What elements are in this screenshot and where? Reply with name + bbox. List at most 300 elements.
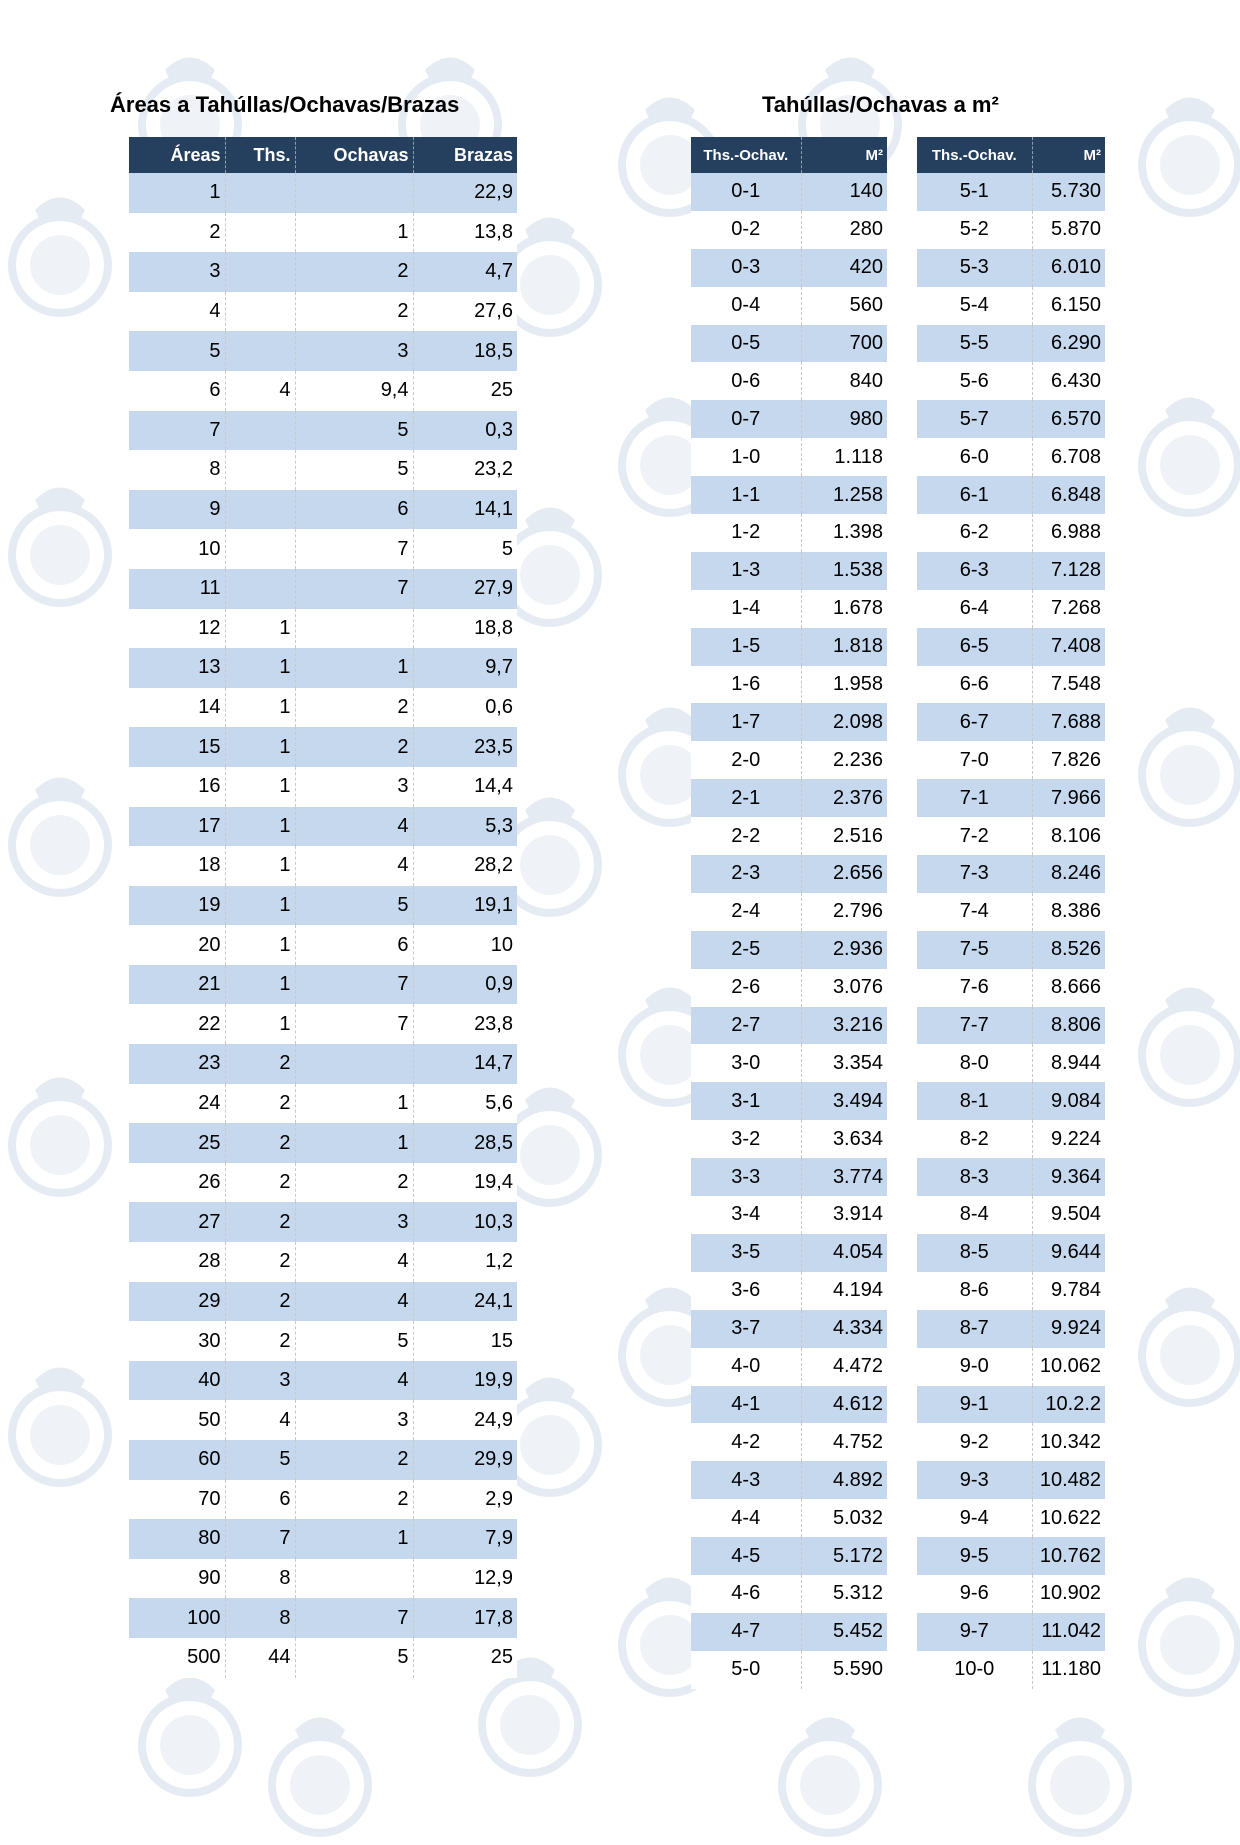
m2-a-cell: 2-1 bbox=[691, 779, 801, 817]
tahullas-m2-table-b bbox=[917, 137, 1105, 1689]
m2-a-cell: 1-4 bbox=[691, 590, 801, 628]
areas-cell: 8 bbox=[129, 450, 225, 490]
m2-a-cell: 1-6 bbox=[691, 666, 801, 704]
areas-cell: 30 bbox=[129, 1321, 225, 1361]
m2-b-cell: 9-0 bbox=[917, 1348, 1032, 1386]
areas-cell: 1 bbox=[225, 688, 295, 728]
areas-cell: 15 bbox=[129, 727, 225, 767]
table-row bbox=[917, 1575, 1105, 1613]
m2-b-cell: 9.224 bbox=[1032, 1120, 1105, 1158]
areas-cell: 1 bbox=[225, 609, 295, 649]
areas-cell: 1 bbox=[129, 173, 225, 213]
column-header-brazas: Brazas bbox=[413, 137, 517, 173]
m2-a-cell: 0-4 bbox=[691, 287, 801, 325]
areas-cell: 1 bbox=[225, 965, 295, 1005]
table-row bbox=[917, 931, 1105, 969]
areas-cell: 1 bbox=[295, 1519, 413, 1559]
m2-b-cell: 10.342 bbox=[1032, 1423, 1105, 1461]
areas-cell: 5 bbox=[413, 529, 517, 569]
m2-b-cell: 5.730 bbox=[1032, 173, 1105, 211]
table-row bbox=[129, 1638, 517, 1678]
m2-a-cell: 2.516 bbox=[801, 817, 887, 855]
m2-a-cell: 1.818 bbox=[801, 628, 887, 666]
areas-cell: 10,3 bbox=[413, 1202, 517, 1242]
table-row bbox=[917, 1613, 1105, 1651]
table-row bbox=[917, 1348, 1105, 1386]
crowned-seal-icon bbox=[1130, 690, 1240, 830]
m2-b-cell: 7.966 bbox=[1032, 779, 1105, 817]
areas-cell: 7 bbox=[295, 529, 413, 569]
m2-b-cell: 6-0 bbox=[917, 438, 1032, 476]
areas-cell bbox=[225, 450, 295, 490]
areas-cell: 6 bbox=[225, 1480, 295, 1520]
table-row bbox=[129, 1598, 517, 1638]
areas-cell: 2 bbox=[225, 1202, 295, 1242]
areas-cell: 80 bbox=[129, 1519, 225, 1559]
m2-a-cell: 3.914 bbox=[801, 1196, 887, 1234]
m2-b-cell: 11.042 bbox=[1032, 1613, 1105, 1651]
m2-b-cell: 7.548 bbox=[1032, 666, 1105, 704]
table-row bbox=[129, 292, 517, 332]
m2-a-cell: 4.892 bbox=[801, 1461, 887, 1499]
areas-cell: 1 bbox=[295, 1084, 413, 1124]
m2-a-cell: 4.334 bbox=[801, 1310, 887, 1348]
m2-b-cell: 8-0 bbox=[917, 1044, 1032, 1082]
areas-cell: 18,8 bbox=[413, 609, 517, 649]
m2-a-cell: 2-5 bbox=[691, 931, 801, 969]
m2-b-cell: 6.570 bbox=[1032, 400, 1105, 438]
m2-a-cell: 1-7 bbox=[691, 703, 801, 741]
table-row bbox=[917, 817, 1105, 855]
table-row bbox=[917, 1234, 1105, 1272]
table-row bbox=[129, 1559, 517, 1599]
table-row bbox=[917, 287, 1105, 325]
m2-a-cell: 2.236 bbox=[801, 741, 887, 779]
table-row bbox=[129, 1361, 517, 1401]
m2-a-cell: 3.354 bbox=[801, 1044, 887, 1082]
crowned-seal-icon bbox=[1130, 80, 1240, 220]
table-row bbox=[691, 1613, 887, 1651]
table-row bbox=[691, 514, 887, 552]
areas-cell: 2 bbox=[295, 688, 413, 728]
table-row bbox=[691, 287, 887, 325]
m2-b-cell: 6.430 bbox=[1032, 362, 1105, 400]
areas-cell: 14,7 bbox=[413, 1044, 517, 1084]
areas-cell: 17,8 bbox=[413, 1598, 517, 1638]
table-row bbox=[917, 514, 1105, 552]
m2-b-cell: 6.150 bbox=[1032, 287, 1105, 325]
areas-cell: 1 bbox=[295, 1123, 413, 1163]
m2-b-cell: 10-0 bbox=[917, 1651, 1032, 1689]
m2-a-cell: 3-2 bbox=[691, 1120, 801, 1158]
areas-cell: 26 bbox=[129, 1163, 225, 1203]
areas-cell: 10 bbox=[129, 529, 225, 569]
areas-cell: 14,4 bbox=[413, 767, 517, 807]
areas-cell bbox=[295, 609, 413, 649]
areas-cell: 1 bbox=[225, 846, 295, 886]
m2-b-cell: 6.290 bbox=[1032, 325, 1105, 363]
areas-cell: 5 bbox=[295, 1321, 413, 1361]
areas-cell: 7 bbox=[129, 411, 225, 451]
table-row bbox=[691, 362, 887, 400]
table-row bbox=[691, 1007, 887, 1045]
table-row bbox=[917, 1082, 1105, 1120]
areas-cell bbox=[225, 292, 295, 332]
areas-cell: 70 bbox=[129, 1480, 225, 1520]
areas-cell: 1 bbox=[225, 1004, 295, 1044]
column-header-ochavas: Ochavas bbox=[295, 137, 413, 173]
m2-b-cell: 7-4 bbox=[917, 893, 1032, 931]
table-row bbox=[691, 1537, 887, 1575]
m2-a-cell: 0-5 bbox=[691, 325, 801, 363]
areas-cell: 2 bbox=[295, 727, 413, 767]
areas-cell: 28,2 bbox=[413, 846, 517, 886]
m2-b-cell: 5-4 bbox=[917, 287, 1032, 325]
areas-cell: 7 bbox=[295, 1004, 413, 1044]
areas-cell: 2 bbox=[295, 1480, 413, 1520]
m2-a-cell: 3-6 bbox=[691, 1272, 801, 1310]
m2-b-cell: 6-1 bbox=[917, 476, 1032, 514]
table-row bbox=[129, 331, 517, 371]
table-row bbox=[129, 886, 517, 926]
table-row bbox=[129, 925, 517, 965]
m2-a-cell: 4.472 bbox=[801, 1348, 887, 1386]
m2-a-cell: 5.590 bbox=[801, 1651, 887, 1689]
table-row bbox=[917, 1386, 1105, 1424]
areas-cell: 0,9 bbox=[413, 965, 517, 1005]
table-row bbox=[917, 438, 1105, 476]
areas-cell: 1 bbox=[225, 767, 295, 807]
table-row bbox=[691, 1348, 887, 1386]
table-row bbox=[691, 969, 887, 1007]
m2-b-cell: 8-1 bbox=[917, 1082, 1032, 1120]
m2-b-cell: 8-3 bbox=[917, 1158, 1032, 1196]
table-row bbox=[129, 1044, 517, 1084]
areas-cell: 2 bbox=[295, 1163, 413, 1203]
m2-a-cell: 3.494 bbox=[801, 1082, 887, 1120]
m2-b-cell: 6-4 bbox=[917, 590, 1032, 628]
table-row bbox=[917, 1537, 1105, 1575]
m2-b-cell: 7-7 bbox=[917, 1007, 1032, 1045]
m2-b-cell: 8.666 bbox=[1032, 969, 1105, 1007]
table-row bbox=[129, 1400, 517, 1440]
table-row bbox=[129, 807, 517, 847]
table-row bbox=[691, 628, 887, 666]
areas-cell: 23,5 bbox=[413, 727, 517, 767]
column-header-ths-ochav: Ths.-Ochav. bbox=[691, 137, 801, 173]
m2-b-cell: 10.2.2 bbox=[1032, 1386, 1105, 1424]
areas-cell: 500 bbox=[129, 1638, 225, 1678]
m2-b-cell: 8.944 bbox=[1032, 1044, 1105, 1082]
crowned-seal-icon bbox=[0, 180, 120, 320]
areas-cell bbox=[225, 173, 295, 213]
m2-b-cell: 10.622 bbox=[1032, 1499, 1105, 1537]
m2-a-cell: 5.452 bbox=[801, 1613, 887, 1651]
table-row bbox=[691, 1196, 887, 1234]
m2-a-cell: 840 bbox=[801, 362, 887, 400]
m2-b-cell: 5-7 bbox=[917, 400, 1032, 438]
areas-cell: 3 bbox=[129, 252, 225, 292]
m2-b-cell: 9.084 bbox=[1032, 1082, 1105, 1120]
areas-cell: 28 bbox=[129, 1242, 225, 1282]
crowned-seal-icon bbox=[260, 1700, 380, 1840]
m2-b-cell: 8.106 bbox=[1032, 817, 1105, 855]
areas-cell: 1 bbox=[225, 648, 295, 688]
m2-a-cell: 4.752 bbox=[801, 1423, 887, 1461]
areas-cell: 7 bbox=[225, 1519, 295, 1559]
areas-cell: 2 bbox=[295, 252, 413, 292]
areas-cell: 3 bbox=[295, 1202, 413, 1242]
table-row bbox=[129, 846, 517, 886]
table-row bbox=[129, 1321, 517, 1361]
m2-a-cell: 5.312 bbox=[801, 1575, 887, 1613]
m2-b-cell: 9-6 bbox=[917, 1575, 1032, 1613]
m2-a-cell: 1.958 bbox=[801, 666, 887, 704]
m2-b-cell: 9-3 bbox=[917, 1461, 1032, 1499]
m2-a-cell: 2.376 bbox=[801, 779, 887, 817]
table-row bbox=[917, 1044, 1105, 1082]
m2-a-cell: 280 bbox=[801, 211, 887, 249]
areas-cell: 28,5 bbox=[413, 1123, 517, 1163]
table-row bbox=[917, 173, 1105, 211]
m2-b-cell: 6.708 bbox=[1032, 438, 1105, 476]
table-row bbox=[917, 1007, 1105, 1045]
table-row bbox=[917, 628, 1105, 666]
m2-a-cell: 1-1 bbox=[691, 476, 801, 514]
m2-a-cell: 3.774 bbox=[801, 1158, 887, 1196]
areas-cell: 5 bbox=[129, 331, 225, 371]
table-row bbox=[917, 211, 1105, 249]
m2-a-cell: 3-5 bbox=[691, 1234, 801, 1272]
areas-cell: 19,9 bbox=[413, 1361, 517, 1401]
table-row bbox=[917, 1120, 1105, 1158]
areas-cell bbox=[225, 490, 295, 530]
areas-cell: 9 bbox=[129, 490, 225, 530]
areas-cell: 1 bbox=[225, 925, 295, 965]
table-row bbox=[691, 1234, 887, 1272]
m2-a-cell: 3-0 bbox=[691, 1044, 801, 1082]
table-row bbox=[129, 1123, 517, 1163]
table-row bbox=[917, 476, 1105, 514]
areas-cell: 44 bbox=[225, 1638, 295, 1678]
areas-cell bbox=[225, 411, 295, 451]
m2-a-cell: 700 bbox=[801, 325, 887, 363]
areas-cell: 17 bbox=[129, 807, 225, 847]
areas-cell: 14 bbox=[129, 688, 225, 728]
m2-a-cell: 4.194 bbox=[801, 1272, 887, 1310]
m2-a-cell: 2-6 bbox=[691, 969, 801, 1007]
areas-cell: 1 bbox=[225, 727, 295, 767]
m2-a-cell: 2.936 bbox=[801, 931, 887, 969]
areas-cell: 16 bbox=[129, 767, 225, 807]
m2-b-cell: 6-6 bbox=[917, 666, 1032, 704]
table-row bbox=[917, 855, 1105, 893]
areas-cell: 8 bbox=[225, 1598, 295, 1638]
areas-cell: 1 bbox=[225, 807, 295, 847]
table-row bbox=[691, 1310, 887, 1348]
table-row bbox=[917, 741, 1105, 779]
areas-cell: 2 bbox=[225, 1044, 295, 1084]
m2-a-cell: 1.678 bbox=[801, 590, 887, 628]
m2-a-cell: 5.032 bbox=[801, 1499, 887, 1537]
m2-a-cell: 5-0 bbox=[691, 1651, 801, 1689]
m2-a-cell: 1-5 bbox=[691, 628, 801, 666]
areas-cell bbox=[225, 213, 295, 253]
m2-b-cell: 5-2 bbox=[917, 211, 1032, 249]
column-header-m2: M² bbox=[1032, 137, 1105, 173]
areas-cell: 4 bbox=[295, 846, 413, 886]
areas-cell: 27,9 bbox=[413, 569, 517, 609]
areas-cell: 6 bbox=[295, 925, 413, 965]
table-row bbox=[691, 1120, 887, 1158]
m2-a-cell: 2-4 bbox=[691, 893, 801, 931]
areas-cell: 13,8 bbox=[413, 213, 517, 253]
areas-cell: 2 bbox=[225, 1242, 295, 1282]
areas-cell: 2 bbox=[225, 1321, 295, 1361]
m2-a-cell: 980 bbox=[801, 400, 887, 438]
m2-a-cell: 3.076 bbox=[801, 969, 887, 1007]
m2-a-cell: 3.634 bbox=[801, 1120, 887, 1158]
table-row bbox=[129, 1440, 517, 1480]
table-row bbox=[917, 1461, 1105, 1499]
areas-cell: 50 bbox=[129, 1400, 225, 1440]
crowned-seal-icon bbox=[770, 1700, 890, 1840]
table-row bbox=[691, 249, 887, 287]
column-header-ths: Ths. bbox=[225, 137, 295, 173]
areas-cell: 4,7 bbox=[413, 252, 517, 292]
table-row bbox=[129, 767, 517, 807]
m2-b-cell: 9.504 bbox=[1032, 1196, 1105, 1234]
table-row bbox=[917, 1272, 1105, 1310]
areas-cell: 40 bbox=[129, 1361, 225, 1401]
crowned-seal-icon bbox=[1130, 970, 1240, 1110]
areas-cell: 4 bbox=[129, 292, 225, 332]
column-header-areas: Áreas bbox=[129, 137, 225, 173]
areas-cell: 24 bbox=[129, 1084, 225, 1124]
m2-a-cell: 0-2 bbox=[691, 211, 801, 249]
areas-cell: 24,1 bbox=[413, 1282, 517, 1322]
m2-b-cell: 8-4 bbox=[917, 1196, 1032, 1234]
table-row bbox=[691, 590, 887, 628]
areas-cell: 2 bbox=[129, 213, 225, 253]
m2-b-cell: 6-3 bbox=[917, 552, 1032, 590]
m2-a-cell: 1.258 bbox=[801, 476, 887, 514]
m2-b-cell: 6-7 bbox=[917, 703, 1032, 741]
m2-a-cell: 2-3 bbox=[691, 855, 801, 893]
m2-b-cell: 9-7 bbox=[917, 1613, 1032, 1651]
crowned-seal-icon bbox=[1020, 1700, 1140, 1840]
areas-cell: 6 bbox=[129, 371, 225, 411]
m2-a-cell: 4-4 bbox=[691, 1499, 801, 1537]
m2-b-cell: 9-1 bbox=[917, 1386, 1032, 1424]
m2-a-cell: 2-7 bbox=[691, 1007, 801, 1045]
m2-a-cell: 2.656 bbox=[801, 855, 887, 893]
areas-cell: 21 bbox=[129, 965, 225, 1005]
m2-a-cell: 1-0 bbox=[691, 438, 801, 476]
m2-a-cell: 420 bbox=[801, 249, 887, 287]
m2-b-cell: 9-5 bbox=[917, 1537, 1032, 1575]
m2-a-cell: 4-6 bbox=[691, 1575, 801, 1613]
areas-cell: 5 bbox=[225, 1440, 295, 1480]
areas-cell: 23 bbox=[129, 1044, 225, 1084]
crowned-seal-icon bbox=[130, 1660, 250, 1800]
m2-a-cell: 0-1 bbox=[691, 173, 801, 211]
areas-cell: 3 bbox=[295, 331, 413, 371]
table-row bbox=[691, 173, 887, 211]
areas-cell: 19 bbox=[129, 886, 225, 926]
column-header-m2: M² bbox=[801, 137, 887, 173]
table-row bbox=[917, 362, 1105, 400]
m2-b-cell: 10.062 bbox=[1032, 1348, 1105, 1386]
table-row bbox=[129, 727, 517, 767]
areas-cell: 5 bbox=[295, 886, 413, 926]
table-row bbox=[129, 529, 517, 569]
table-row bbox=[691, 325, 887, 363]
areas-cell: 1 bbox=[225, 886, 295, 926]
areas-cell: 2 bbox=[295, 1440, 413, 1480]
m2-a-cell: 4-2 bbox=[691, 1423, 801, 1461]
areas-cell bbox=[225, 569, 295, 609]
m2-a-cell: 560 bbox=[801, 287, 887, 325]
areas-cell: 2 bbox=[225, 1282, 295, 1322]
areas-cell: 2 bbox=[225, 1123, 295, 1163]
areas-cell: 60 bbox=[129, 1440, 225, 1480]
m2-a-cell: 4-7 bbox=[691, 1613, 801, 1651]
areas-cell: 4 bbox=[225, 1400, 295, 1440]
areas-cell: 27,6 bbox=[413, 292, 517, 332]
table-row bbox=[691, 666, 887, 704]
m2-b-cell: 5-1 bbox=[917, 173, 1032, 211]
table-row bbox=[129, 1519, 517, 1559]
areas-cell: 9,7 bbox=[413, 648, 517, 688]
m2-b-cell: 5-5 bbox=[917, 325, 1032, 363]
table-row bbox=[917, 666, 1105, 704]
table-row bbox=[691, 931, 887, 969]
m2-a-cell: 2.796 bbox=[801, 893, 887, 931]
m2-b-cell: 8.386 bbox=[1032, 893, 1105, 931]
table-row bbox=[691, 855, 887, 893]
left-table-title: Áreas a Tahúllas/Ochavas/Brazas bbox=[110, 92, 460, 117]
m2-a-cell: 3-4 bbox=[691, 1196, 801, 1234]
m2-a-cell: 4-3 bbox=[691, 1461, 801, 1499]
areas-cell: 4 bbox=[295, 1242, 413, 1282]
areas-cell: 1,2 bbox=[413, 1242, 517, 1282]
m2-b-cell: 10.482 bbox=[1032, 1461, 1105, 1499]
right-table-title: Tahúllas/Ochavas a m² bbox=[762, 92, 999, 117]
table-row bbox=[129, 411, 517, 451]
areas-cell: 6 bbox=[295, 490, 413, 530]
table-row bbox=[917, 1651, 1105, 1689]
m2-b-cell: 7.408 bbox=[1032, 628, 1105, 666]
m2-b-cell: 6-2 bbox=[917, 514, 1032, 552]
areas-cell: 12 bbox=[129, 609, 225, 649]
areas-cell: 25 bbox=[413, 1638, 517, 1678]
m2-b-cell: 9.644 bbox=[1032, 1234, 1105, 1272]
table-row bbox=[691, 893, 887, 931]
areas-conversion-table bbox=[129, 137, 517, 1678]
m2-b-cell: 8.806 bbox=[1032, 1007, 1105, 1045]
m2-a-cell: 1.538 bbox=[801, 552, 887, 590]
areas-cell: 14,1 bbox=[413, 490, 517, 530]
table-row bbox=[917, 552, 1105, 590]
m2-a-cell: 140 bbox=[801, 173, 887, 211]
table-row bbox=[129, 252, 517, 292]
table-row bbox=[129, 1282, 517, 1322]
areas-cell: 19,4 bbox=[413, 1163, 517, 1203]
areas-cell: 22,9 bbox=[413, 173, 517, 213]
m2-b-cell: 8-6 bbox=[917, 1272, 1032, 1310]
areas-cell bbox=[295, 1044, 413, 1084]
